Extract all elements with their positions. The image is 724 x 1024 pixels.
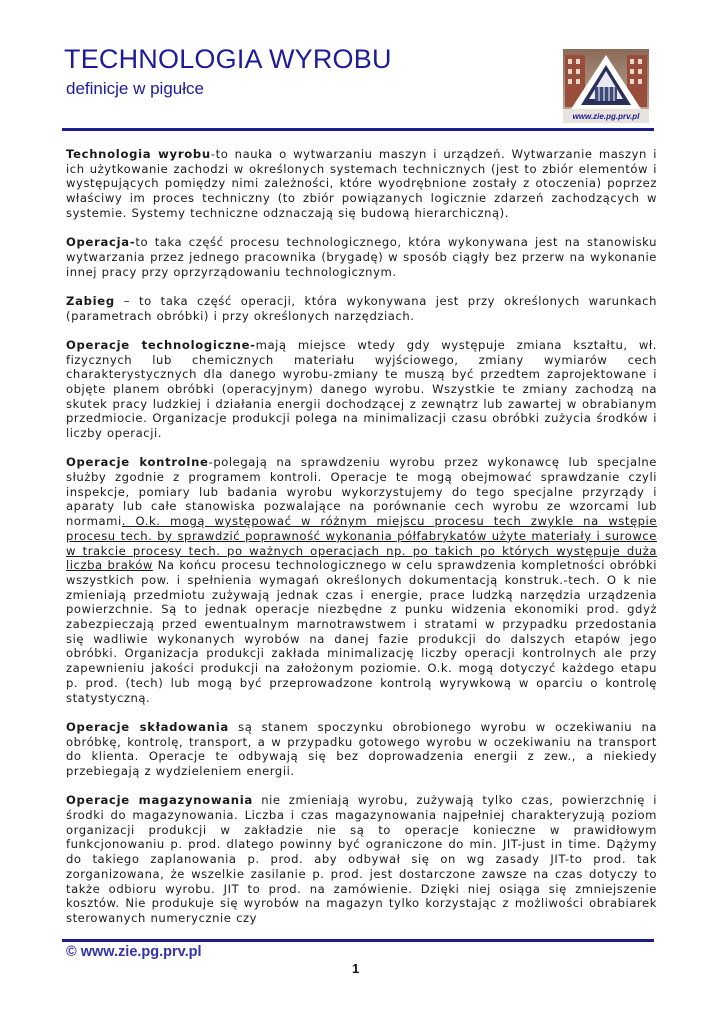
term-zabieg: Zabieg xyxy=(66,293,115,308)
page-number: 1 xyxy=(352,961,360,976)
paragraph-operacje-technologiczne xyxy=(66,338,657,441)
bottom-divider xyxy=(62,939,654,942)
definition-text: – to taka część operacji, która wykonywana jest przy określonych warunkach (parametrach obróbki) i przy określonych narzędziach. xyxy=(66,293,657,323)
page-subtitle: definicje w pigułce xyxy=(66,79,204,98)
paragraph-operacje-kontrolne xyxy=(66,455,657,705)
definition-text: nie zmieniają wyrobu, zużywają tylko czas, powierzchnię i środki do magazynowania. Liczba i czas magazynowania najpełniej charakteryzują poziom organizacji produkcji w zakładzie nie są to operacje konieczne w prawidłowym funkcjonowaniu p. prod. dlatego powinny być ograniczone do min. JIT-just in time. Dążymy do takiego zaplanowania p. prod. aby odbywał się on wg zasady JIT-to prod. tak zorganizowana, że wszelkie zasilanie p. prod. jest dostarczone zawsze na czas dotyczy to także odbioru wyrobu. JIT to prod. na zamówienie. Dzięki niej osiąga się zmniejszenie kosztów. Nie produkuje się wyrobów na magazyn tylko korzystając z możliwości obrabiarek sterowanych numerycznie czy xyxy=(66,793,658,925)
definition-text: to taka część procesu technologicznego, która wykonywana jest na stanowisku wytwarzania przez jednego pracownika (brygadę) w sposób ciągły bez przerw na wykonanie innej pracy przy oprzyrządowaniu technologicznym. xyxy=(66,235,657,279)
paragraph-technologia xyxy=(66,147,657,221)
page-title: TECHNOLOGIA WYROBU xyxy=(64,44,392,74)
term-operacje-magazynowania: Operacje magazynowania xyxy=(66,793,253,808)
paragraph-operacje-skladowania xyxy=(66,720,657,779)
term-operacje-skladowania: Operacje składowania xyxy=(66,719,229,734)
definition-text-continued: Na końcu procesu technologicznego w celu sprawdzenia kompletności obróbki wszystkich pow. i spełnienia wymagań określonych dokumentacją konstruk.-tech. O k nie zmieniają przedmiotu zużywają jednak czas i energie, prace ludzką narzędzia urządzenia powierzchnie. Są to jednak operacje niezbędne z punku widzenia ekonomiki prod. gdyż zabezpieczają przed ewentualnym marnotrawstwem i stratami w przypadku przedostania się wadliwie wykonanych wyrobów na danej fazie produkcji do dalszych etapów jego obróbki. Organizacja produkcji zakłada minimalizację liczby operacji kontrolnych ale przy zapewnieniu jakości produkcji na założonym poziomie. O.k. mogą dotyczyć każdego etapu p. prod. (tech) lub mogą być przeprowadzone kontrolą wyrywkową w oparciu o kontrolę statystyczną. xyxy=(66,558,657,705)
term-operacja: Operacja- xyxy=(66,235,136,250)
paragraph-operacja xyxy=(66,235,657,279)
logo-text: www.zie.pg.prv.pl xyxy=(572,112,640,121)
top-divider xyxy=(62,128,654,131)
definition-text: mają miejsce wtedy gdy występuje zmiana kształtu, wł. fizycznych lub chemicznych materiału wyjściowego, zmiany wymiarów cech charakterystycznych dla danego wyrobu-zmiany te muszą być przedtem zaprojektowane i objęte planem obróbki (operacyjnym) danego wyrobu. Wszystkie te zmiany zachodzą na skutek pracy ludzkiej i działania energii dochodzącej z zewnątrz lub zawartej w obrabianym przedmiocie. Organizacje produkcji polega na minimalizacji czasu obróbki zużycia środków i liczby operacji. xyxy=(66,337,657,441)
paragraph-operacje-magazynowania xyxy=(66,793,657,925)
term-technologia-wyrobu: Technologia wyrobu xyxy=(66,147,211,161)
footer-copyright-link[interactable]: © www.zie.pg.prv.pl xyxy=(66,944,202,960)
term-operacje-kontrolne: Operacje kontrolne xyxy=(66,455,209,470)
term-operacje-technologiczne: Operacje technologiczne- xyxy=(66,337,256,352)
document-body xyxy=(66,147,657,940)
logo xyxy=(563,49,649,123)
definition-text: -to nauka o wytwarzaniu maszyn i urządzeń. Wytwarzanie maszyn i ich użytkowanie zachodzi w określonych systemach technicznych (jest to zbiór elementów i występujących pomiędzy nimi zależności, które wyodrębnione zostały z otoczenia) poprzez właściwy im proces techniczny (to zbiór powiązanych logicznie zdarzeń zachodzących w systemie. Systemy techniczne odznaczają się budową hierarchiczną). xyxy=(66,147,657,220)
definition-text: są stanem spoczynku obrobionego wyrobu w oczekiwaniu na obróbkę, kontrolę, transport, a w przypadku gotowego wyrobu w oczekiwaniu na transport do klienta. Operacje te odbywają się bez doprowadzenia energii z zew., a niekiedy przebiegają z wydzieleniem energii. xyxy=(66,719,657,778)
paragraph-zabieg xyxy=(66,294,657,323)
underlined-text: . O.k. mogą występować w różnym miejscu procesu tech zwykle na wstępie procesu tech. by sprawdzić poprawność wykonania półfabrykatów użyte materiały i surowce w trakcie procesy tech. po ważnych operacjach np. po takich po których występuje duża liczba braków xyxy=(66,514,657,573)
definition-text: -polegają na sprawdzeniu wyrobu przez wykonawcę lub specjalne służby zgodnie z programem kontroli. Operacje te mogą obejmować sprawdzanie czyli inspekcje, pomiary lub badania wyrobu wykorzystujemy do tego specjalne przyrządy i aparaty lub całe stanowiska pozwalające na porównanie cech wyrobu ze wzorcami lub normami xyxy=(66,455,657,529)
